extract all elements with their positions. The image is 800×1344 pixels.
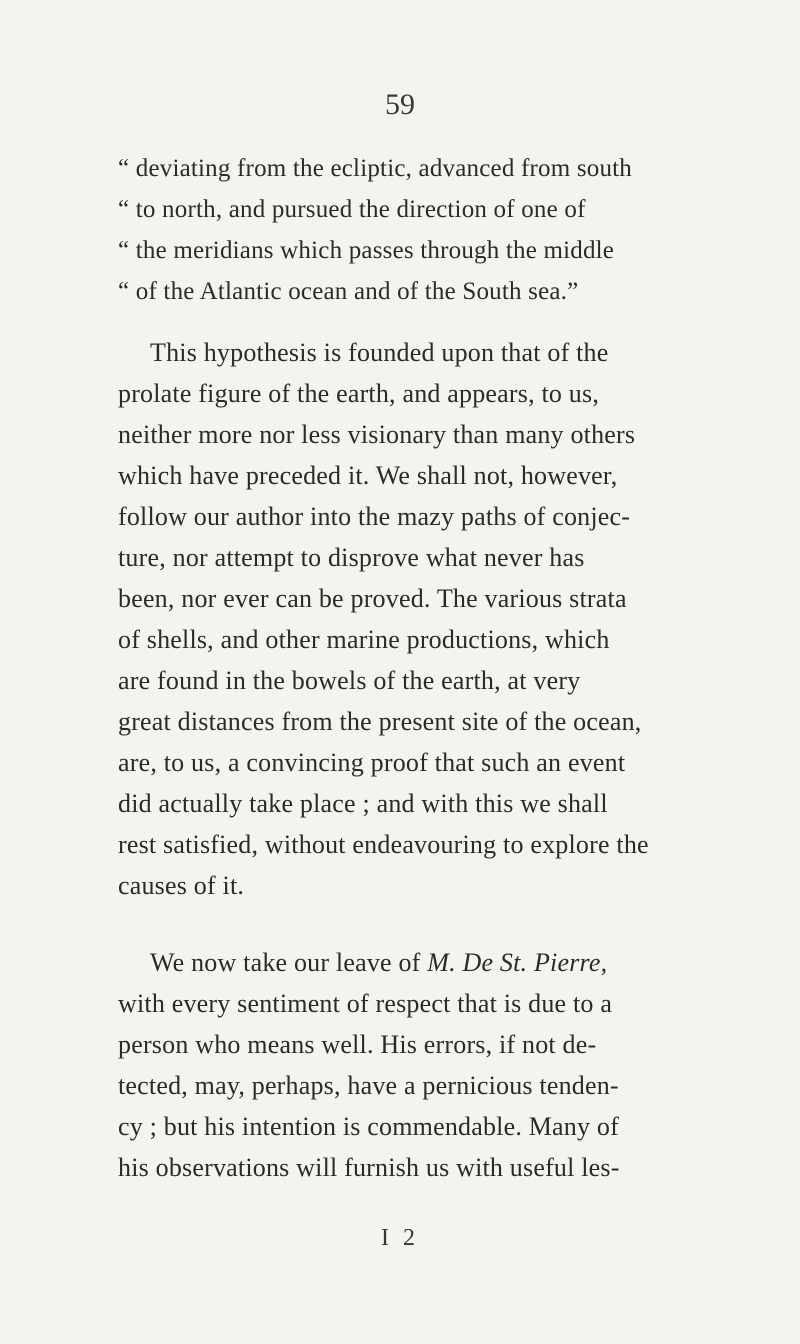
text-line: with every sentiment of respect that is due to a (118, 989, 613, 1018)
text-line: his observations will furnish us with useful les- (118, 1153, 620, 1182)
text-line: ture, nor attempt to disprove what never has (118, 543, 585, 572)
text-line: “ the meridians which passes through the middle (118, 237, 615, 264)
text-line: of shells, and other marine productions, which (118, 625, 610, 654)
page-number: 59 (385, 88, 415, 121)
text-line: “ to north, and pursued the direction of one of (118, 196, 586, 223)
text-line: are, to us, a convincing proof that such an event (118, 748, 626, 777)
text-line: follow our author into the mazy paths of conjec- (118, 502, 631, 531)
text-line: prolate figure of the earth, and appears, to us, (118, 379, 600, 408)
signature-mark: I 2 (381, 1225, 419, 1251)
text-line: person who means well. His errors, if not de- (118, 1030, 597, 1059)
text-segment: We now take our leave of (150, 948, 428, 977)
text-line (150, 950, 607, 976)
text-line: which have preceded it. We shall not, however, (118, 461, 618, 490)
text-line: did actually take place ; and with this we shall (118, 789, 608, 818)
text-line: cy ; but his intention is commendable. Many of (118, 1112, 619, 1141)
text-line: rest satisfied, without endeavouring to explore the (118, 830, 649, 859)
text-line: causes of it. (118, 871, 245, 900)
text-line: great distances from the present site of the ocean, (118, 707, 642, 736)
text-line: are found in the bowels of the earth, at very (118, 666, 581, 695)
text-line: This hypothesis is founded upon that of the (150, 338, 609, 367)
text-line: tected, may, perhaps, have a pernicious tenden- (118, 1071, 619, 1100)
person-name: M. De St. Pierre, (427, 948, 608, 977)
text-line: “ of the Atlantic ocean and of the South sea.” (118, 278, 579, 305)
text-line: been, nor ever can be proved. The various strata (118, 584, 627, 613)
text-line: neither more nor less visionary than many others (118, 420, 636, 449)
text-line: “ deviating from the ecliptic, advanced from south (118, 155, 632, 182)
